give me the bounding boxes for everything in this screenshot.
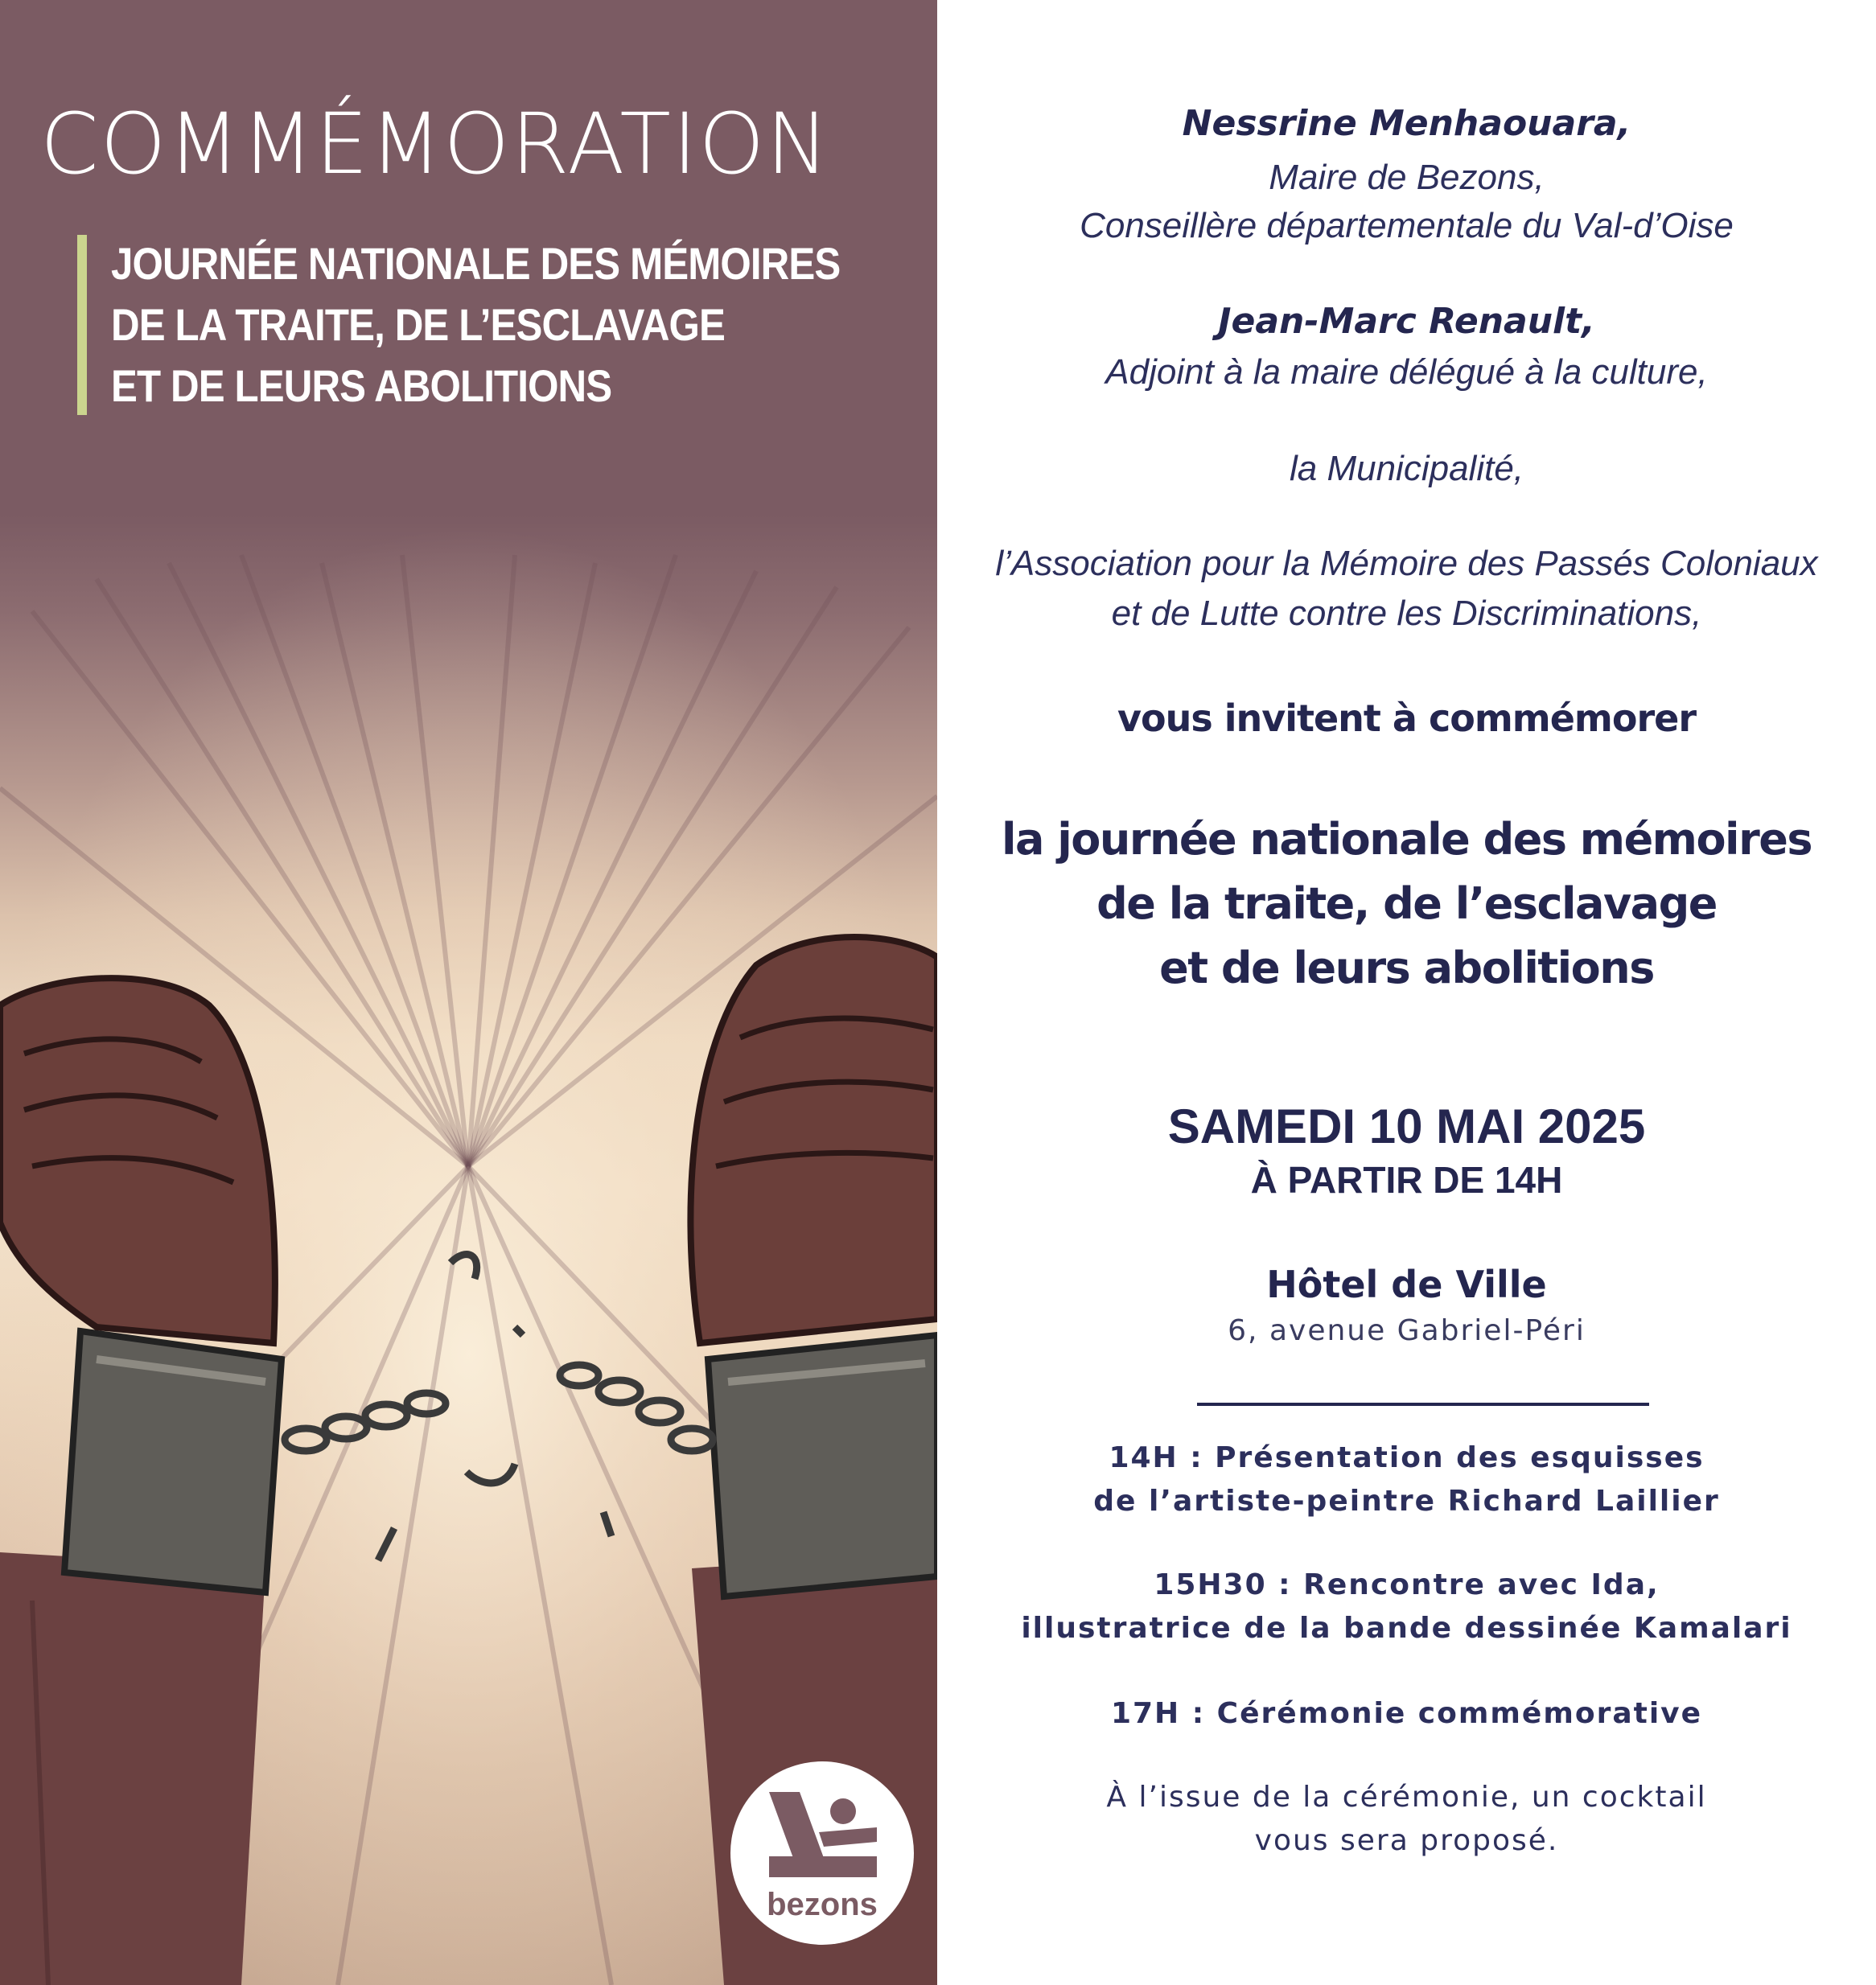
schedule-line: illustratrice de la bande dessinée Kamalari <box>1021 1612 1792 1645</box>
subtitle-line: JOURNÉE NATIONALE DES MÉMOIRES <box>111 238 841 289</box>
subtitle-line: DE LA TRAITE, DE L’ESCLAVAGE <box>111 299 725 350</box>
invitation-text-panel <box>937 0 1876 1985</box>
host-name: Jean-Marc Renault, <box>1218 301 1595 342</box>
poster-title: COMMÉMORATION <box>40 95 831 193</box>
event-title-line: de la traite, de l’esclavage <box>1096 878 1717 929</box>
closing-line: À l’issue de la cérémonie, un cocktail <box>1106 1781 1707 1814</box>
venue-name: Hôtel de Ville <box>1266 1263 1547 1306</box>
logo-wordmark: bezons <box>767 1887 878 1922</box>
event-title-line: la journée nationale des mémoires <box>1002 814 1812 865</box>
section-divider <box>1197 1403 1649 1406</box>
schedule-line: 14H : Présentation des esquisses <box>1109 1441 1705 1474</box>
bezons-logo <box>730 1761 914 1945</box>
schedule-line: de l’artiste-peintre Richard Laillier <box>1093 1485 1720 1518</box>
subtitle-line: ET DE LEURS ABOLITIONS <box>111 360 612 411</box>
schedule-line: 15H30 : Rencontre avec Ida, <box>1154 1568 1660 1601</box>
invite-line: vous invitent à commémorer <box>1117 697 1697 740</box>
right-fist <box>690 937 937 1343</box>
host-role: Adjoint à la maire délégué à la culture, <box>1105 352 1708 392</box>
association-line: et de Lutte contre les Discriminations, <box>1111 594 1702 633</box>
closing-line: vous sera proposé. <box>1254 1824 1559 1857</box>
host-name: Nessrine Menhaouara, <box>1182 103 1631 144</box>
broken-chain <box>285 1255 713 1560</box>
accent-bar <box>77 235 87 415</box>
poster-left-panel <box>0 0 937 1985</box>
municipality-line: la Municipalité, <box>1289 449 1524 488</box>
schedule-line: 17H : Cérémonie commémorative <box>1110 1697 1703 1730</box>
event-time: À PARTIR DE 14H <box>1250 1159 1563 1201</box>
host-role: Conseillère départementale du Val-d’Oise <box>1080 206 1734 245</box>
association-line: l’Association pour la Mémoire des Passés Coloniaux <box>995 544 1818 583</box>
event-date: SAMEDI 10 MAI 2025 <box>1167 1099 1646 1153</box>
host-role: Maire de Bezons, <box>1269 158 1545 197</box>
event-title-line: et de leurs abolitions <box>1159 943 1654 993</box>
venue-address: 6, avenue Gabriel-Péri <box>1228 1314 1586 1347</box>
poster-subtitle <box>111 233 841 417</box>
